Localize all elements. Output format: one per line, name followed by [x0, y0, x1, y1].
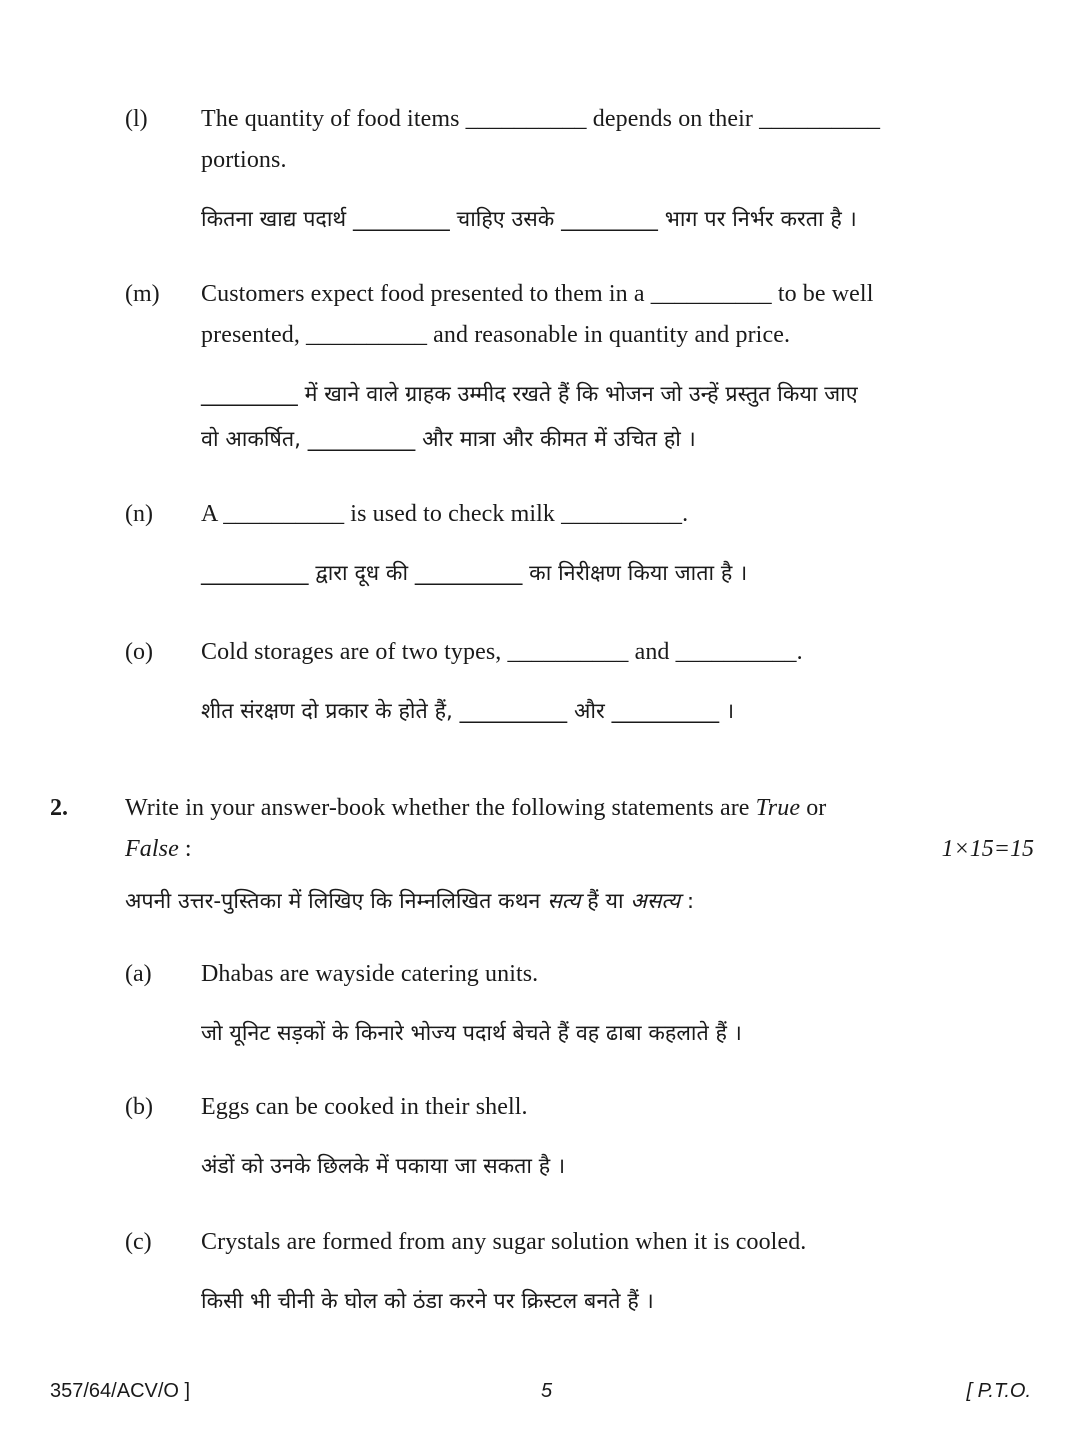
- item-label: (n): [125, 501, 153, 527]
- marks-allocation: 1×15=15: [941, 836, 1034, 862]
- item-label: (a): [125, 961, 152, 987]
- statement-text-hindi: जो यूनिट सड़कों के किनारे भोज्य पदार्थ बेचते हैं वह ढाबा कहलाते हैं ।: [201, 1021, 742, 1046]
- question-text: Customers expect food presented to them in a __________ to be well: [201, 281, 874, 307]
- item-label: (l): [125, 106, 148, 132]
- question-text: The quantity of food items __________ depends on their __________: [201, 106, 881, 132]
- statement-text-hindi: किसी भी चीनी के घोल को ठंडा करने पर क्रिस्टल बनते हैं ।: [201, 1289, 654, 1314]
- question-instruction: False :: [125, 836, 192, 862]
- question-text: portions.: [201, 147, 287, 173]
- question-instruction: Write in your answer-book whether the following statements are True or: [125, 795, 827, 821]
- question-instruction-hindi: अपनी उत्तर-पुस्तिका में लिखिए कि निम्नलिखित कथन सत्य हैं या असत्य :: [125, 889, 695, 914]
- item-label: (c): [125, 1229, 152, 1255]
- statement-text: Dhabas are wayside catering units.: [201, 961, 539, 987]
- pto-marker: [ P.T.O.: [966, 1380, 1031, 1402]
- question-text-hindi: शीत संरक्षण दो प्रकार के होते हैं, __________ और __________ ।: [201, 699, 735, 724]
- item-label: (m): [125, 281, 160, 307]
- question-text-hindi: __________ द्वारा दूध की __________ का निरीक्षण किया जाता है ।: [201, 561, 748, 586]
- question-text: Cold storages are of two types, __________ and __________.: [201, 639, 803, 665]
- question-number: 2.: [50, 795, 68, 821]
- statement-text-hindi: अंडों को उनके छिलके में पकाया जा सकता है ।: [201, 1154, 566, 1179]
- statement-text: Crystals are formed from any sugar solution when it is cooled.: [201, 1229, 807, 1255]
- statement-text: Eggs can be cooked in their shell.: [201, 1094, 528, 1120]
- question-text: presented, __________ and reasonable in quantity and price.: [201, 322, 791, 348]
- item-label: (o): [125, 639, 153, 665]
- item-label: (b): [125, 1094, 153, 1120]
- question-text: A __________ is used to check milk __________.: [201, 501, 689, 527]
- paper-code: 357/64/ACV/O ]: [50, 1380, 191, 1402]
- question-text-hindi: _________ में खाने वाले ग्राहक उम्मीद रखते हैं कि भोजन जो उन्हें प्रस्तुत किया जाए: [201, 382, 858, 407]
- question-text-hindi: वो आकर्षित, __________ और मात्रा और कीमत में उचित हो ।: [201, 427, 696, 452]
- page-number: 5: [541, 1380, 553, 1402]
- question-text-hindi: कितना खाद्य पदार्थ _________ चाहिए उसके _________ भाग पर निर्भर करता है ।: [201, 207, 857, 232]
